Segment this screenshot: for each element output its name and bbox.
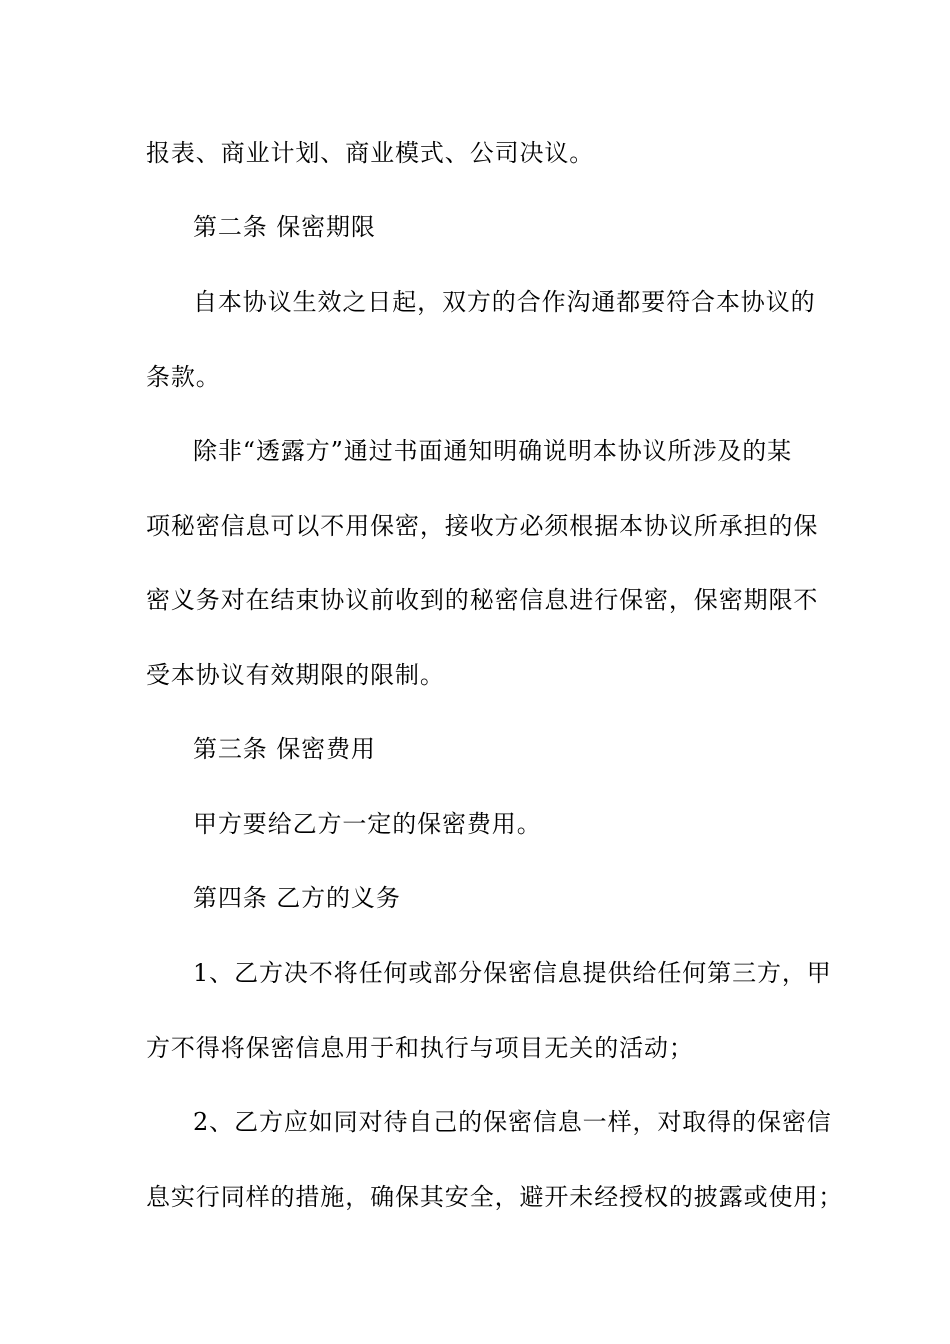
text-line: 报表、商业计划、商业模式、公司决议。 <box>146 139 595 167</box>
section-heading: 第四条 乙方的义务 <box>193 884 401 912</box>
text-line: 除非“透露方”通过书面通知明确说明本协议所涉及的某 <box>193 437 793 465</box>
section-heading: 第三条 保密费用 <box>193 735 376 763</box>
text-line: 方不得将保密信息用于和执行与项目无关的活动； <box>146 1034 694 1062</box>
text-line: 2、乙方应如同对待自己的保密信息一样，对取得的保密信 <box>193 1108 832 1136</box>
text-line: 自本协议生效之日起，双方的合作沟通都要符合本协议的 <box>193 288 816 316</box>
text-line: 项秘密信息可以不用保密，接收方必须根据本协议所承担的保 <box>146 512 819 540</box>
text-line: 息实行同样的措施，确保其安全，避开未经授权的披露或使用； <box>146 1183 844 1211</box>
text-line: 受本协议有效期限的限制。 <box>146 661 445 689</box>
section-heading: 第二条 保密期限 <box>193 213 376 241</box>
text-line: 甲方要给乙方一定的保密费用。 <box>193 810 542 838</box>
text-line: 条款。 <box>146 363 221 391</box>
text-line: 密义务对在结束协议前收到的秘密信息进行保密，保密期限不 <box>146 586 819 614</box>
text-line: 1、乙方决不将任何或部分保密信息提供给任何第三方，甲 <box>193 959 832 987</box>
